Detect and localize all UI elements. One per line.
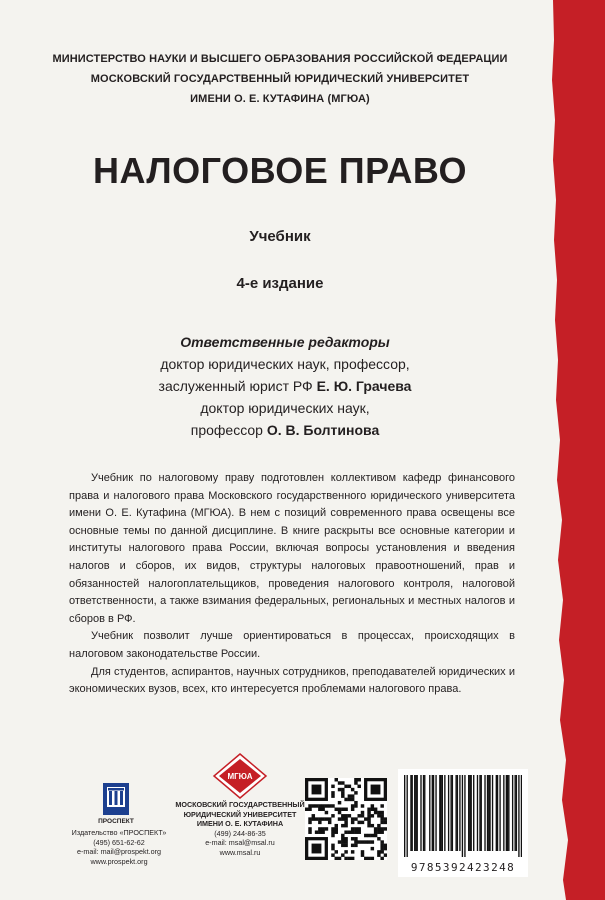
qr-module xyxy=(341,834,344,837)
barcode-bar xyxy=(473,775,474,851)
qr-module xyxy=(335,827,338,830)
barcode-bar xyxy=(410,775,411,851)
qr-module xyxy=(361,821,364,824)
barcode-bar xyxy=(442,775,443,851)
qr-module xyxy=(380,830,383,833)
qr-module xyxy=(367,824,370,827)
qr-module xyxy=(335,808,338,811)
qr-module xyxy=(308,808,311,811)
barcode-bar xyxy=(435,775,436,851)
qr-module xyxy=(380,811,383,814)
qr-module xyxy=(341,817,344,820)
qr-module xyxy=(367,817,370,820)
barcode-bar xyxy=(414,775,415,851)
qr-module xyxy=(351,857,354,860)
barcode-bar xyxy=(407,775,408,857)
qr-module xyxy=(348,814,351,817)
barcode-bar xyxy=(506,775,507,851)
qr-module xyxy=(308,817,311,820)
msal-logo-text: МГЮА xyxy=(227,772,253,781)
qr-module xyxy=(344,830,347,833)
qr-module xyxy=(344,808,347,811)
barcode-bar xyxy=(452,775,453,851)
qr-module xyxy=(335,830,338,833)
qr-module xyxy=(348,830,351,833)
qr-module xyxy=(354,781,357,784)
qr-module xyxy=(354,791,357,794)
qr-module xyxy=(371,834,374,837)
qr-code xyxy=(305,778,387,860)
publisher-site: www.prospekt.org xyxy=(90,856,148,866)
qr-module xyxy=(354,804,357,807)
qr-module xyxy=(341,781,344,784)
barcode-bar xyxy=(477,775,478,851)
qr-module xyxy=(331,814,334,817)
qr-module xyxy=(344,824,347,827)
qr-module xyxy=(371,804,374,807)
barcode-bar xyxy=(459,775,460,851)
qr-module xyxy=(361,853,364,856)
qr-module xyxy=(354,827,357,830)
qr-module xyxy=(344,840,347,843)
qr-module xyxy=(354,817,357,820)
qr-module xyxy=(354,830,357,833)
qr-finder xyxy=(312,785,322,795)
qr-module xyxy=(351,844,354,847)
qr-module xyxy=(344,844,347,847)
editor-name-boltinova: О. В. Болтинова xyxy=(266,422,380,438)
barcode-bar xyxy=(412,775,413,851)
red-spine-strip xyxy=(548,0,605,900)
qr-module xyxy=(331,827,334,830)
editor-degree-line-2: доктор юридических наук, xyxy=(200,400,370,416)
qr-module xyxy=(315,817,318,820)
barcode-bar xyxy=(404,775,405,857)
qr-module xyxy=(315,804,318,807)
qr-module xyxy=(341,824,344,827)
qr-module xyxy=(377,837,380,840)
editor-title-line xyxy=(90,375,480,397)
qr-module xyxy=(357,840,360,843)
qr-module xyxy=(348,857,351,860)
qr-module xyxy=(380,847,383,850)
qr-module xyxy=(331,794,334,797)
qr-module xyxy=(384,817,387,820)
editor-title-prefix: заслуженный юрист РФ xyxy=(158,378,313,394)
qr-module xyxy=(380,844,383,847)
qr-module xyxy=(377,824,380,827)
qr-module xyxy=(344,798,347,801)
barcode-bar xyxy=(432,775,433,851)
book-subtitle: Учебник xyxy=(249,228,311,245)
qr-module xyxy=(318,804,321,807)
qr-module xyxy=(341,788,344,791)
barcode-bar xyxy=(415,775,416,851)
qr-module xyxy=(367,840,370,843)
qr-module xyxy=(318,808,321,811)
qr-module xyxy=(344,814,347,817)
qr-module xyxy=(384,847,387,850)
qr-module xyxy=(315,830,318,833)
barcode-bar xyxy=(484,775,485,851)
editors-label: Ответственные редакторы xyxy=(180,334,390,350)
barcode-bar xyxy=(457,775,458,851)
qr-module xyxy=(371,847,374,850)
qr-module xyxy=(341,844,344,847)
qr-module xyxy=(338,840,341,843)
qr-module xyxy=(321,808,324,811)
qr-module xyxy=(331,791,334,794)
university-name-line: ЮРИДИЧЕСКИЙ УНИВЕРСИТЕТ xyxy=(183,809,297,819)
qr-module xyxy=(377,811,380,814)
qr-module xyxy=(308,830,311,833)
barcode-bar xyxy=(424,775,425,851)
qr-module xyxy=(341,814,344,817)
publisher-phone: (495) 651-62-62 xyxy=(93,837,145,847)
qr-module xyxy=(361,840,364,843)
qr-module xyxy=(321,804,324,807)
qr-module xyxy=(344,837,347,840)
qr-module xyxy=(377,830,380,833)
qr-module xyxy=(361,811,364,814)
responsible-editors xyxy=(90,331,480,441)
qr-module xyxy=(380,840,383,843)
qr-module xyxy=(354,801,357,804)
qr-module xyxy=(335,857,338,860)
barcode-bar xyxy=(423,775,424,851)
qr-module xyxy=(367,814,370,817)
qr-module xyxy=(344,821,347,824)
qr-module xyxy=(384,827,387,830)
barcode-bar xyxy=(503,775,504,851)
qr-module xyxy=(351,850,354,853)
qr-module xyxy=(380,850,383,853)
qr-module xyxy=(341,840,344,843)
qr-module xyxy=(357,814,360,817)
qr-module xyxy=(331,834,334,837)
university-name-line: МОСКОВСКИЙ ГОСУДАРСТВЕННЫЙ xyxy=(175,800,305,809)
qr-module xyxy=(374,811,377,814)
barcode-bar xyxy=(492,775,493,851)
qr-module xyxy=(331,804,334,807)
book-title: НАЛОГОВОЕ ПРАВО xyxy=(92,150,468,191)
qr-module xyxy=(357,830,360,833)
barcode-bar xyxy=(512,775,513,851)
qr-module xyxy=(331,847,334,850)
barcode-bar xyxy=(440,775,441,851)
barcode-bar xyxy=(496,775,497,851)
barcode-bar xyxy=(464,775,465,857)
barcode-bar xyxy=(462,775,463,857)
qr-module xyxy=(348,785,351,788)
qr-module xyxy=(361,814,364,817)
qr-module xyxy=(354,778,357,781)
qr-module xyxy=(357,821,360,824)
editor-title-prefix-2: профессор xyxy=(190,422,263,438)
barcode-bar xyxy=(514,775,515,851)
barcode-bar xyxy=(417,775,418,851)
qr-module xyxy=(380,827,383,830)
qr-module xyxy=(364,840,367,843)
qr-module xyxy=(325,827,328,830)
prospekt-logo-text: ПРОСПЕКТ xyxy=(98,818,134,825)
qr-module xyxy=(305,808,308,811)
barcode-bar xyxy=(521,775,522,857)
qr-module xyxy=(351,798,354,801)
qr-module xyxy=(364,817,367,820)
qr-module xyxy=(338,857,341,860)
publisher-name: Издательство «ПРОСПЕКТ» xyxy=(71,828,167,837)
university-email: e-mail: msal@msal.ru xyxy=(205,838,275,848)
qr-module xyxy=(344,850,347,853)
barcode-bar xyxy=(508,775,509,851)
qr-module xyxy=(308,804,311,807)
qr-module xyxy=(341,808,344,811)
barcode-bar xyxy=(433,775,434,851)
prospekt-logo xyxy=(91,783,141,825)
qr-module xyxy=(331,853,334,856)
qr-module xyxy=(325,811,328,814)
isbn-number: 9785392423248 xyxy=(410,861,516,874)
qr-module xyxy=(364,834,367,837)
header-line-university: МОСКОВСКИЙ ГОСУДАРСТВЕННЫЙ ЮРИДИЧЕСКИЙ УНИВЕРСИТЕТ xyxy=(90,73,470,85)
qr-module xyxy=(318,830,321,833)
publisher-email: e-mail: mail@prospekt.org xyxy=(77,847,161,857)
qr-module xyxy=(354,844,357,847)
barcode-bar xyxy=(471,775,472,851)
qr-module xyxy=(335,778,338,781)
barcode-bar xyxy=(479,775,480,851)
description-paragraph: Учебник позволит лучше ориентироваться в процессах, происходящих в налоговом законодательстве России. xyxy=(69,630,515,660)
qr-module xyxy=(312,814,315,817)
qr-module xyxy=(377,850,380,853)
barcode-bar xyxy=(481,775,482,851)
qr-module xyxy=(312,804,315,807)
qr-finder xyxy=(371,785,381,795)
qr-module xyxy=(331,785,334,788)
barcode-bar xyxy=(450,775,451,851)
qr-module xyxy=(325,804,328,807)
qr-module xyxy=(371,840,374,843)
qr-module xyxy=(367,821,370,824)
barcode-bar xyxy=(497,775,498,851)
qr-module xyxy=(364,857,367,860)
qr-module xyxy=(361,804,364,807)
qr-module xyxy=(348,794,351,797)
barcode-bar xyxy=(507,775,508,851)
qr-module xyxy=(351,808,354,811)
qr-module xyxy=(341,794,344,797)
qr-module xyxy=(338,788,341,791)
qr-module xyxy=(318,827,321,830)
qr-module xyxy=(344,857,347,860)
qr-module xyxy=(377,827,380,830)
qr-module xyxy=(384,853,387,856)
ministry-header xyxy=(40,49,520,109)
isbn-barcode xyxy=(398,769,528,877)
qr-module xyxy=(351,817,354,820)
qr-module xyxy=(380,821,383,824)
barcode-bar xyxy=(518,775,519,857)
barcode-bar xyxy=(420,775,421,851)
qr-module xyxy=(338,808,341,811)
qr-module xyxy=(344,785,347,788)
barcode-bar xyxy=(455,775,456,851)
qr-module xyxy=(351,794,354,797)
qr-module xyxy=(341,837,344,840)
qr-module xyxy=(335,824,338,827)
qr-module xyxy=(354,837,357,840)
qr-module xyxy=(351,830,354,833)
qr-module xyxy=(321,827,324,830)
qr-module xyxy=(321,830,324,833)
barcode-bar xyxy=(448,775,449,851)
publisher-msal-info xyxy=(160,800,320,858)
editor-name-gracheva: Е. Ю. Грачева xyxy=(316,378,412,394)
barcode-bar xyxy=(489,775,490,851)
qr-module xyxy=(361,850,364,853)
qr-module xyxy=(371,857,374,860)
qr-module xyxy=(338,781,341,784)
qr-module xyxy=(374,827,377,830)
qr-module xyxy=(338,811,341,814)
book-edition: 4-е издание xyxy=(236,275,324,292)
qr-module xyxy=(351,837,354,840)
university-phone: (499) 244-86-35 xyxy=(214,828,266,838)
barcode-bar xyxy=(487,775,488,851)
qr-module xyxy=(328,804,331,807)
qr-module xyxy=(374,834,377,837)
qr-module xyxy=(380,817,383,820)
qr-module xyxy=(321,817,324,820)
qr-module xyxy=(367,808,370,811)
qr-module xyxy=(318,821,321,824)
barcode-bar xyxy=(516,775,517,851)
barcode-bar xyxy=(444,775,445,851)
qr-module xyxy=(384,821,387,824)
qr-module xyxy=(367,857,370,860)
barcode-bar xyxy=(429,775,430,851)
description-paragraph: Для студентов, аспирантов, научных сотрудников, преподавателей юридических и экономических вузов, всех, кто интересуется проблемами налогового права. xyxy=(69,665,515,696)
barcode-bar xyxy=(439,775,440,851)
qr-module xyxy=(341,853,344,856)
qr-module xyxy=(341,791,344,794)
barcode-bar xyxy=(488,775,489,851)
qr-module xyxy=(377,853,380,856)
qr-module xyxy=(328,821,331,824)
barcode-bar xyxy=(468,775,469,851)
qr-module xyxy=(331,844,334,847)
msal-logo xyxy=(212,752,268,800)
editor-title-line-2 xyxy=(90,419,480,441)
qr-module xyxy=(308,827,311,830)
qr-module xyxy=(380,814,383,817)
qr-module xyxy=(367,811,370,814)
qr-module xyxy=(351,804,354,807)
book-description xyxy=(69,470,515,699)
barcode-bar xyxy=(499,775,500,851)
university-name-line: ИМЕНИ О. Е. КУТАФИНА xyxy=(196,819,284,829)
qr-module xyxy=(344,817,347,820)
qr-module xyxy=(380,857,383,860)
qr-module xyxy=(371,808,374,811)
qr-module xyxy=(328,817,331,820)
header-line-ministry: МИНИСТЕРСТВО НАУКИ И ВЫСШЕГО ОБРАЗОВАНИЯ РОССИЙСКОЙ ФЕДЕРАЦИИ xyxy=(52,53,508,65)
qr-module xyxy=(357,827,360,830)
qr-module xyxy=(331,830,334,833)
barcode-bar xyxy=(469,775,470,851)
qr-module xyxy=(338,801,341,804)
editor-degree-line: доктор юридических наук, профессор, xyxy=(160,356,410,372)
qr-module xyxy=(380,804,383,807)
qr-module xyxy=(357,778,360,781)
qr-module xyxy=(325,817,328,820)
qr-finder xyxy=(312,844,322,854)
qr-module xyxy=(374,830,377,833)
qr-module xyxy=(377,814,380,817)
qr-module xyxy=(348,798,351,801)
qr-module xyxy=(351,788,354,791)
qr-module xyxy=(335,850,338,853)
qr-module xyxy=(384,844,387,847)
qr-module xyxy=(357,785,360,788)
description-paragraph: Учебник по налоговому праву подготовлен коллективом кафедр финансового права и налогового права Московского государственного юридического университета имени О. Е. Кутафина (МГЮА). В нем с позиций современного права освещены все основные темы по данной дисциплине. В книге раскрыты все основные категории и институты налогового права России, включая вопросы установления и введения налогов и сборов, их видов, структуры налоговых правоотношений, прав и обязанностей налогоплательщиков, проведения налогового контроля, налоговой ответственности, а также взимания федеральных, региональных и местных налогов и сборов в РФ. xyxy=(69,472,515,625)
qr-module xyxy=(371,814,374,817)
qr-module xyxy=(367,834,370,837)
qr-module xyxy=(371,824,374,827)
qr-module xyxy=(354,840,357,843)
qr-module xyxy=(374,808,377,811)
qr-module xyxy=(351,821,354,824)
university-site: www.msal.ru xyxy=(219,847,261,857)
qr-module xyxy=(308,821,311,824)
qr-module xyxy=(312,817,315,820)
qr-module xyxy=(318,817,321,820)
qr-module xyxy=(351,827,354,830)
header-line-university-name: ИМЕНИ О. Е. КУТАФИНА (МГЮА) xyxy=(190,93,370,105)
qr-module xyxy=(338,817,341,820)
